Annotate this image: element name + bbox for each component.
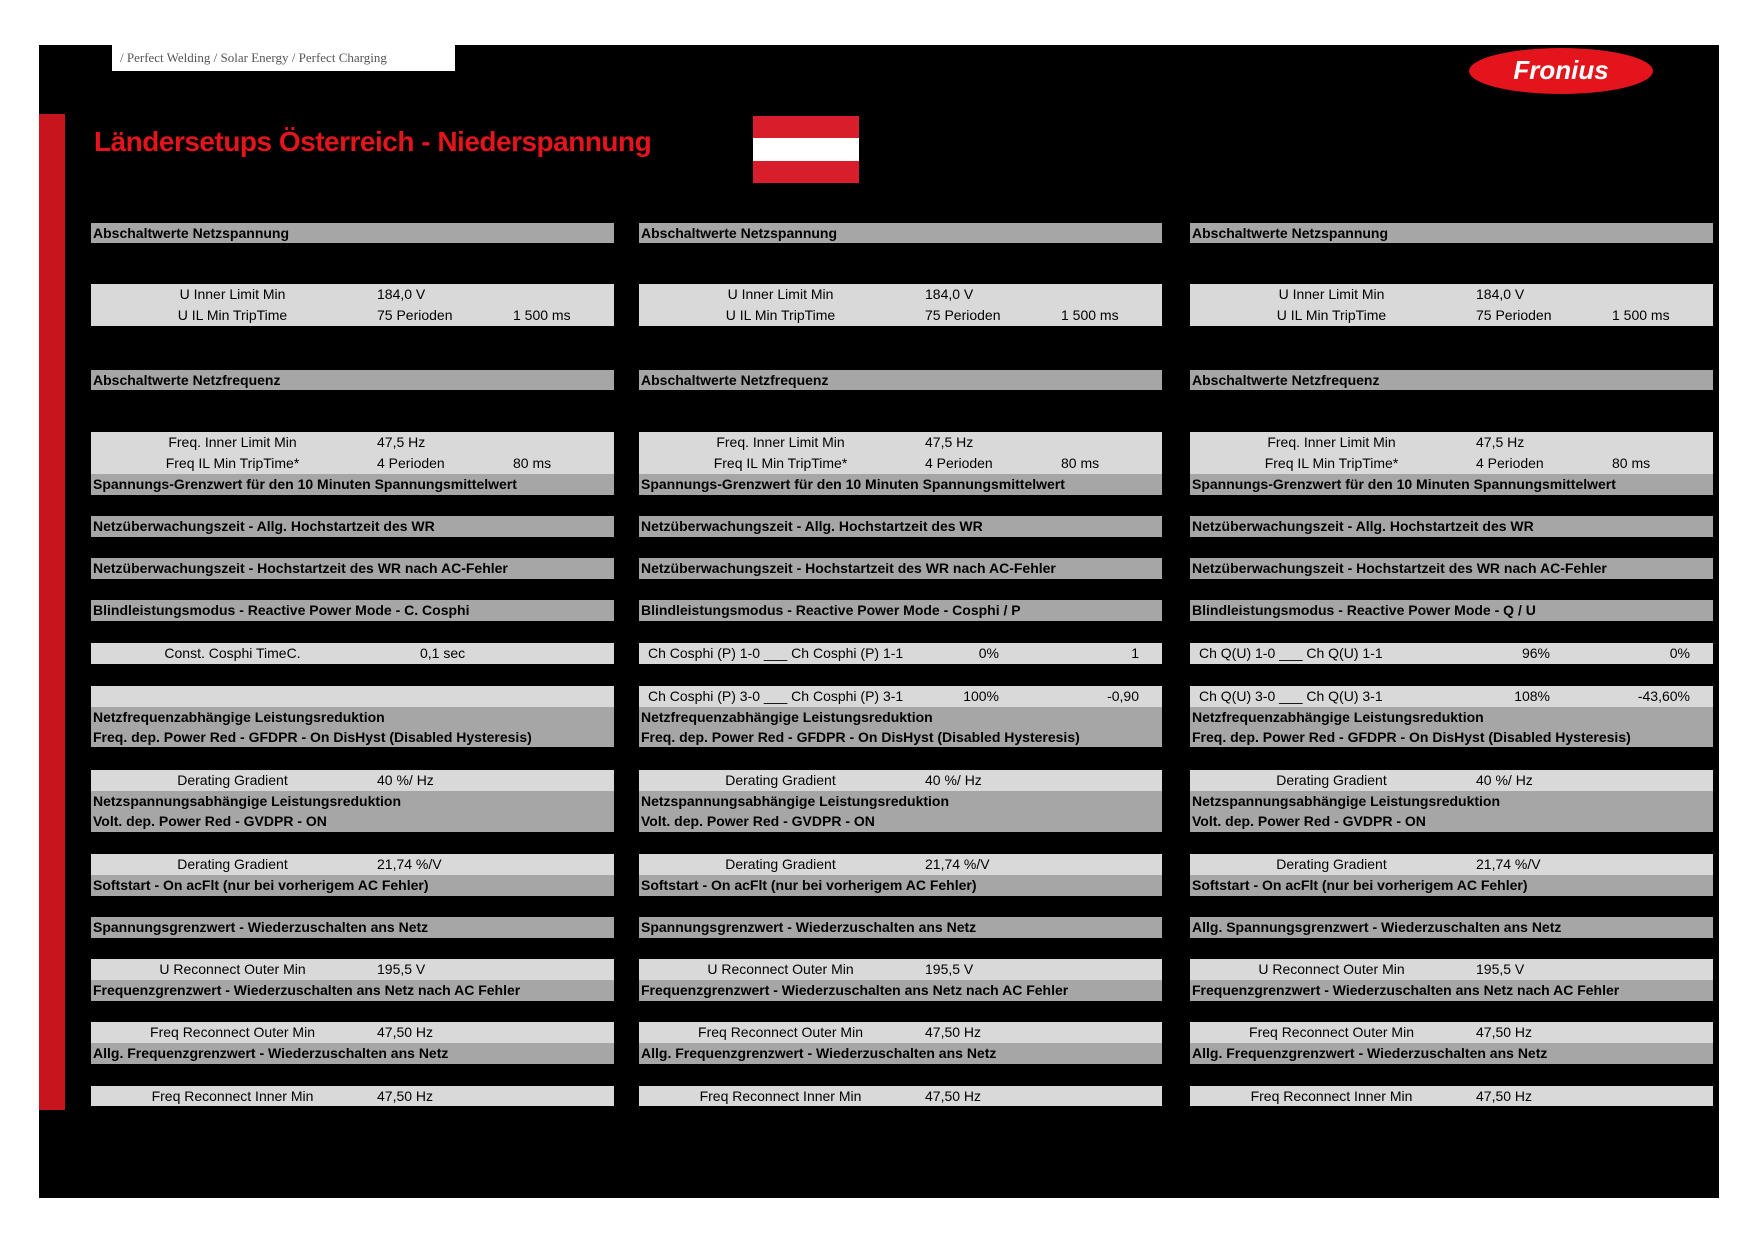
setting-value: 21,74 %/V xyxy=(377,856,442,872)
section-header-line: Volt. dep. Power Red - GVDPR - ON xyxy=(1192,813,1426,829)
setting-value: 4 Perioden xyxy=(1476,455,1544,471)
setting-value: 4 Perioden xyxy=(925,455,993,471)
setting-value: 195,5 V xyxy=(925,961,974,977)
section-header xyxy=(1190,558,1713,579)
setting-row xyxy=(91,1022,614,1043)
section-header xyxy=(91,707,614,747)
setting-value: 0,1 sec xyxy=(420,645,466,661)
section-header xyxy=(1190,223,1713,243)
section-header-line: Netzspannungsabhängige Leistungsreduktion xyxy=(93,793,402,809)
section-header-line: Abschaltwerte Netzspannung xyxy=(93,225,290,241)
setting-label: Freq Reconnect Inner Min xyxy=(151,1088,314,1104)
setting-row xyxy=(639,959,1162,980)
section-header-line: Volt. dep. Power Red - GVDPR - ON xyxy=(641,813,875,829)
section-header xyxy=(91,600,614,621)
settings-column-3 xyxy=(1190,0,1713,1240)
section-header-line: Softstart - On acFlt (nur bei vorherigem AC Fehler) xyxy=(1192,877,1528,893)
section-header-line: Freq. dep. Power Red - GFDPR - On DisHyst (Disabled Hysteresis) xyxy=(1192,729,1631,745)
setting-row xyxy=(91,305,614,326)
setting-row xyxy=(91,1086,614,1106)
setting-label: Freq Reconnect Outer Min xyxy=(150,1024,315,1040)
section-header xyxy=(91,917,614,938)
section-header-line: Softstart - On acFlt (nur bei vorherigem AC Fehler) xyxy=(641,877,977,893)
section-header-line: Allg. Frequenzgrenzwert - Wiederzuschalten ans Netz xyxy=(641,1045,997,1061)
section-header xyxy=(91,980,614,1001)
section-header xyxy=(639,516,1162,537)
setting-label: Ch Cosphi (P) 1-0 ___ Ch Cosphi (P) 1-1 xyxy=(648,645,904,661)
setting-row xyxy=(1190,432,1713,453)
section-header xyxy=(1190,980,1713,1001)
section-header xyxy=(639,600,1162,621)
section-header xyxy=(639,917,1162,938)
setting-row xyxy=(91,959,614,980)
setting-label: Ch Q(U) 3-0 ___ Ch Q(U) 3-1 xyxy=(1199,688,1383,704)
setting-label: Freq. Inner Limit Min xyxy=(168,434,297,450)
section-header xyxy=(91,875,614,896)
section-header-line: Abschaltwerte Netzfrequenz xyxy=(93,372,281,388)
setting-value: 47,50 Hz xyxy=(925,1024,982,1040)
setting-row xyxy=(1190,854,1713,875)
setting-value-secondary: 1 500 ms xyxy=(513,307,571,323)
setting-value: 75 Perioden xyxy=(377,307,453,323)
tagline: / Perfect Welding / Solar Energy / Perfect Charging xyxy=(112,45,455,71)
section-header xyxy=(91,558,614,579)
setting-label: Freq. Inner Limit Min xyxy=(1267,434,1396,450)
section-header xyxy=(1190,1043,1713,1064)
setting-row xyxy=(639,854,1162,875)
section-header xyxy=(639,370,1162,390)
section-header-line: Abschaltwerte Netzfrequenz xyxy=(641,372,829,388)
setting-value-secondary: 80 ms xyxy=(513,455,552,471)
section-header xyxy=(639,558,1162,579)
setting-label: Freq. Inner Limit Min xyxy=(716,434,845,450)
section-header-line: Allg. Spannungsgrenzwert - Wiederzuschalten ans Netz xyxy=(1192,919,1562,935)
setting-value: 184,0 V xyxy=(925,286,974,302)
section-header xyxy=(91,474,614,495)
section-header-line: Spannungs-Grenzwert für den 10 Minuten Spannungsmittelwert xyxy=(641,476,1065,492)
setting-label: Ch Q(U) 1-0 ___ Ch Q(U) 1-1 xyxy=(1199,645,1383,661)
setting-row xyxy=(639,770,1162,791)
setting-value-secondary: 1 500 ms xyxy=(1061,307,1119,323)
setting-row xyxy=(1190,770,1713,791)
setting-value: 195,5 V xyxy=(1476,961,1525,977)
setting-label: U Reconnect Outer Min xyxy=(707,961,854,977)
section-header-line: Softstart - On acFlt (nur bei vorherigem AC Fehler) xyxy=(93,877,429,893)
setting-label: Freq Reconnect Inner Min xyxy=(699,1088,862,1104)
setting-label: Freq IL Min TripTime* xyxy=(1264,455,1399,471)
setting-label: U Reconnect Outer Min xyxy=(1258,961,1405,977)
setting-row xyxy=(639,1086,1162,1106)
section-header-line: Netzfrequenzabhängige Leistungsreduktion xyxy=(1192,709,1484,725)
setting-row xyxy=(91,686,614,707)
section-header-line: Netzüberwachungszeit - Hochstartzeit des WR nach AC-Fehler xyxy=(1192,560,1607,576)
setting-value-secondary: -0,90 xyxy=(1107,688,1139,704)
section-header-line: Freq. dep. Power Red - GFDPR - On DisHyst (Disabled Hysteresis) xyxy=(641,729,1080,745)
setting-row xyxy=(639,453,1162,474)
setting-value: 47,50 Hz xyxy=(925,1088,982,1104)
setting-row xyxy=(91,284,614,305)
setting-value: 100% xyxy=(963,688,999,704)
section-header-line: Blindleistungsmodus - Reactive Power Mode - Cosphi / P xyxy=(641,602,1021,618)
setting-row xyxy=(639,305,1162,326)
section-header-line: Netzüberwachungszeit - Allg. Hochstartzeit des WR xyxy=(641,518,983,534)
setting-value-secondary: 1 xyxy=(1131,645,1139,661)
section-header xyxy=(639,791,1162,832)
setting-label: Ch Cosphi (P) 3-0 ___ Ch Cosphi (P) 3-1 xyxy=(648,688,904,704)
setting-label: U Reconnect Outer Min xyxy=(159,961,306,977)
section-header xyxy=(1190,600,1713,621)
setting-label: Freq Reconnect Inner Min xyxy=(1250,1088,1413,1104)
setting-value-secondary: 1 500 ms xyxy=(1612,307,1670,323)
setting-row xyxy=(91,770,614,791)
setting-value: 96% xyxy=(1521,645,1550,661)
setting-label: Freq Reconnect Outer Min xyxy=(1249,1024,1414,1040)
section-header-line: Frequenzgrenzwert - Wiederzuschalten ans Netz nach AC Fehler xyxy=(93,982,521,998)
section-header-line: Netzüberwachungszeit - Hochstartzeit des WR nach AC-Fehler xyxy=(641,560,1056,576)
setting-row xyxy=(91,854,614,875)
section-header xyxy=(1190,516,1713,537)
section-header-line: Blindleistungsmodus - Reactive Power Mode - Q / U xyxy=(1192,602,1536,618)
section-header xyxy=(1190,474,1713,495)
setting-row xyxy=(1190,1022,1713,1043)
setting-label: U IL Min TripTime xyxy=(725,307,836,323)
setting-value: 184,0 V xyxy=(1476,286,1525,302)
setting-value: 40 %/ Hz xyxy=(377,772,434,788)
section-header-line: Blindleistungsmodus - Reactive Power Mode - C. Cosphi xyxy=(93,602,470,618)
setting-value: 21,74 %/V xyxy=(1476,856,1541,872)
section-header-line: Volt. dep. Power Red - GVDPR - ON xyxy=(93,813,327,829)
section-header-line: Frequenzgrenzwert - Wiederzuschalten ans Netz nach AC Fehler xyxy=(1192,982,1620,998)
setting-value: 40 %/ Hz xyxy=(925,772,982,788)
setting-label: U Inner Limit Min xyxy=(1278,286,1385,302)
setting-label: Freq IL Min TripTime* xyxy=(713,455,848,471)
section-header xyxy=(91,791,614,832)
section-header xyxy=(1190,707,1713,747)
fronius-logo-text: Fronius xyxy=(1513,55,1609,85)
setting-row xyxy=(639,643,1162,664)
red-side-bar xyxy=(39,114,65,1110)
section-header-line: Netzüberwachungszeit - Allg. Hochstartzeit des WR xyxy=(1192,518,1534,534)
section-header-line: Netzüberwachungszeit - Allg. Hochstartzeit des WR xyxy=(93,518,435,534)
setting-value: 75 Perioden xyxy=(925,307,1001,323)
section-header-line: Spannungsgrenzwert - Wiederzuschalten ans Netz xyxy=(93,919,429,935)
setting-value-secondary: 80 ms xyxy=(1612,455,1651,471)
setting-label: Freq Reconnect Outer Min xyxy=(698,1024,863,1040)
setting-value: 21,74 %/V xyxy=(925,856,990,872)
setting-value-secondary: 0% xyxy=(1669,645,1690,661)
section-header xyxy=(91,516,614,537)
setting-value: 108% xyxy=(1514,688,1550,704)
section-header-line: Netzüberwachungszeit - Hochstartzeit des WR nach AC-Fehler xyxy=(93,560,508,576)
setting-row xyxy=(1190,1086,1713,1106)
setting-value: 4 Perioden xyxy=(377,455,445,471)
setting-label: U Inner Limit Min xyxy=(727,286,834,302)
setting-row xyxy=(639,1022,1162,1043)
section-header-line: Frequenzgrenzwert - Wiederzuschalten ans Netz nach AC Fehler xyxy=(641,982,1069,998)
setting-label: Derating Gradient xyxy=(1276,856,1387,872)
setting-label: Derating Gradient xyxy=(177,856,288,872)
setting-value: 47,50 Hz xyxy=(377,1088,434,1104)
settings-column-2 xyxy=(639,0,1162,1240)
section-header-line: Spannungs-Grenzwert für den 10 Minuten Spannungsmittelwert xyxy=(1192,476,1616,492)
section-header xyxy=(1190,875,1713,896)
setting-value: 47,50 Hz xyxy=(1476,1088,1533,1104)
section-header xyxy=(1190,917,1713,938)
setting-row xyxy=(639,432,1162,453)
setting-label: Derating Gradient xyxy=(177,772,288,788)
setting-value: 47,5 Hz xyxy=(1476,434,1525,450)
setting-label: U Inner Limit Min xyxy=(179,286,286,302)
setting-row xyxy=(1190,643,1713,664)
section-header-line: Allg. Frequenzgrenzwert - Wiederzuschalten ans Netz xyxy=(1192,1045,1548,1061)
section-header-line: Abschaltwerte Netzspannung xyxy=(1192,225,1389,241)
setting-label: Const. Cosphi TimeC. xyxy=(164,645,301,661)
section-header xyxy=(639,474,1162,495)
section-header xyxy=(91,1043,614,1064)
setting-row xyxy=(1190,453,1713,474)
section-header-line: Netzspannungsabhängige Leistungsreduktion xyxy=(641,793,950,809)
section-header xyxy=(1190,370,1713,390)
section-header xyxy=(1190,791,1713,832)
setting-row xyxy=(91,432,614,453)
page-title: Ländersetups Österreich - Niederspannung xyxy=(94,126,652,157)
setting-value-secondary: 80 ms xyxy=(1061,455,1100,471)
setting-value: 195,5 V xyxy=(377,961,426,977)
setting-value: 47,5 Hz xyxy=(377,434,426,450)
section-header xyxy=(91,370,614,390)
section-header-line: Allg. Frequenzgrenzwert - Wiederzuschalten ans Netz xyxy=(93,1045,449,1061)
section-header xyxy=(639,1043,1162,1064)
section-header-line: Netzfrequenzabhängige Leistungsreduktion xyxy=(641,709,933,725)
setting-label: Derating Gradient xyxy=(1276,772,1387,788)
setting-label: Derating Gradient xyxy=(725,856,836,872)
section-header-line: Spannungs-Grenzwert für den 10 Minuten Spannungsmittelwert xyxy=(93,476,517,492)
setting-value: 40 %/ Hz xyxy=(1476,772,1533,788)
section-header-line: Abschaltwerte Netzfrequenz xyxy=(1192,372,1380,388)
setting-value: 75 Perioden xyxy=(1476,307,1552,323)
setting-row xyxy=(91,643,614,664)
setting-row xyxy=(1190,284,1713,305)
section-header-line: Spannungsgrenzwert - Wiederzuschalten ans Netz xyxy=(641,919,977,935)
section-header xyxy=(639,875,1162,896)
setting-row xyxy=(639,284,1162,305)
section-header-line: Netzfrequenzabhängige Leistungsreduktion xyxy=(93,709,385,725)
section-header-line: Freq. dep. Power Red - GFDPR - On DisHyst (Disabled Hysteresis) xyxy=(93,729,532,745)
setting-row xyxy=(91,453,614,474)
settings-column-1 xyxy=(91,0,614,1240)
setting-row xyxy=(1190,959,1713,980)
section-header xyxy=(639,980,1162,1001)
section-header-line: Abschaltwerte Netzspannung xyxy=(641,225,838,241)
setting-value-secondary: -43,60% xyxy=(1637,688,1690,704)
setting-label: Derating Gradient xyxy=(725,772,836,788)
setting-label: U IL Min TripTime xyxy=(1276,307,1387,323)
section-header xyxy=(639,223,1162,243)
setting-value: 0% xyxy=(978,645,999,661)
setting-value: 47,50 Hz xyxy=(377,1024,434,1040)
setting-row xyxy=(1190,305,1713,326)
setting-value: 184,0 V xyxy=(377,286,426,302)
setting-row xyxy=(639,686,1162,707)
section-header xyxy=(91,223,614,243)
setting-label: Freq IL Min TripTime* xyxy=(165,455,300,471)
setting-value: 47,5 Hz xyxy=(925,434,974,450)
section-header-line: Netzspannungsabhängige Leistungsreduktion xyxy=(1192,793,1501,809)
setting-value: 47,50 Hz xyxy=(1476,1024,1533,1040)
section-header xyxy=(639,707,1162,747)
setting-label: U IL Min TripTime xyxy=(177,307,288,323)
setting-row xyxy=(1190,686,1713,707)
